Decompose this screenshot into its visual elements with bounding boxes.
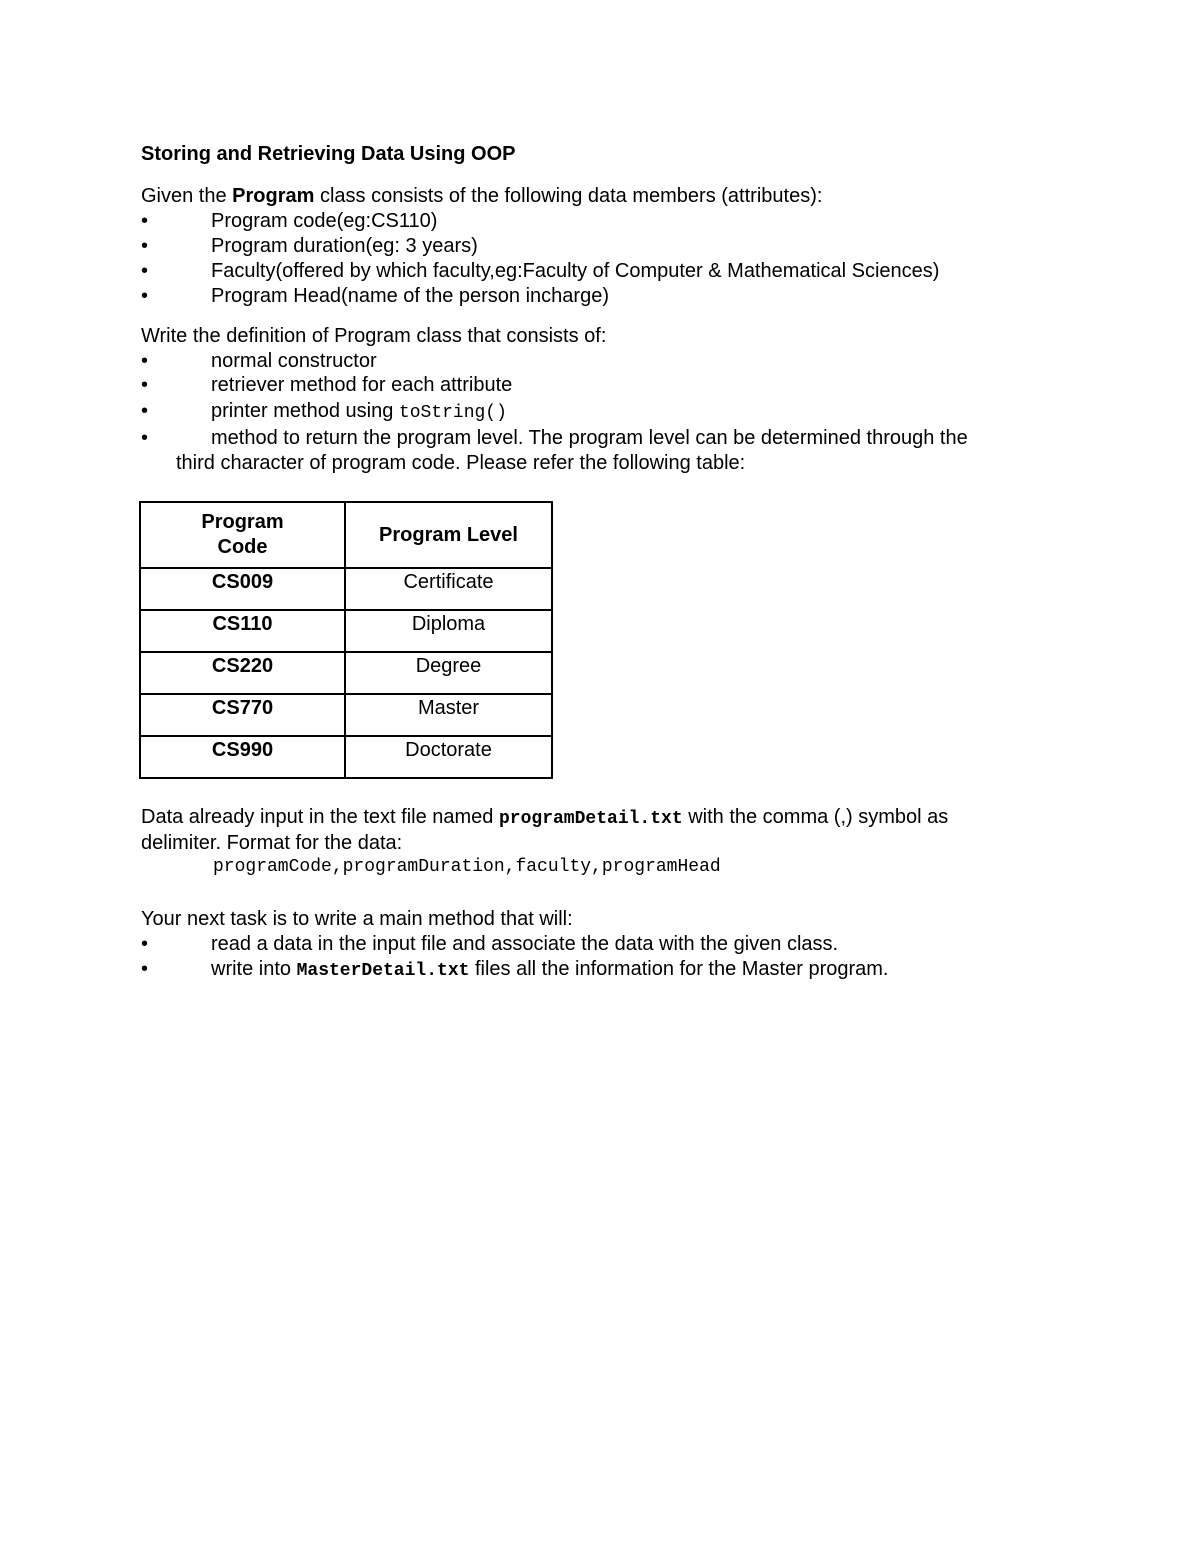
table-row xyxy=(140,694,552,736)
table-row xyxy=(140,736,552,778)
list-item xyxy=(211,399,507,425)
list-item-continuation: third character of program code. Please refer the following table: xyxy=(176,452,746,474)
list-item xyxy=(211,957,888,983)
list-item: Program code(eg:CS110) xyxy=(211,210,438,232)
cell-program-level: Degree xyxy=(345,652,552,694)
list-item: retriever method for each attribute xyxy=(211,374,513,396)
document-title: Storing and Retrieving Data Using OOP xyxy=(141,143,516,165)
cell-program-code: CS009 xyxy=(140,568,345,610)
definition-intro: Write the definition of Program class that consists of: xyxy=(141,325,607,347)
bullet-icon: • xyxy=(141,235,149,257)
bullet-icon: • xyxy=(141,285,149,307)
bullet-icon: • xyxy=(141,933,149,955)
input-filename: programDetail.txt xyxy=(499,809,683,829)
cell-program-level: Diploma xyxy=(345,610,552,652)
table-row xyxy=(140,610,552,652)
output-filename: MasterDetail.txt xyxy=(296,961,470,981)
cell-program-level: Doctorate xyxy=(345,736,552,778)
intro-class-name: Program xyxy=(232,185,315,207)
data-text-after: with the comma (,) symbol as xyxy=(682,806,949,828)
data-text-before: Data already input in the text file named xyxy=(141,806,499,828)
data-paragraph-line2: delimiter. Format for the data: xyxy=(141,832,403,854)
intro-text-before: Given the xyxy=(141,185,233,207)
list-item: Faculty(offered by which faculty,eg:Faculty of Computer & Mathematical Sciences) xyxy=(211,260,940,282)
header-code-line2: Code xyxy=(217,536,268,558)
data-paragraph-line1 xyxy=(141,805,948,831)
cell-program-code: CS770 xyxy=(140,694,345,736)
cell-program-code: CS220 xyxy=(140,652,345,694)
bullet-icon: • xyxy=(141,350,149,372)
header-program-code xyxy=(140,502,345,568)
table-row xyxy=(140,652,552,694)
intro-text-after: class consists of the following data members (attributes): xyxy=(314,185,823,207)
bullet-icon: • xyxy=(141,427,149,449)
table-header-row xyxy=(140,502,552,568)
list-item: method to return the program level. The program level can be determined through the xyxy=(211,427,968,449)
list-item-text: files all the information for the Master program. xyxy=(469,958,889,980)
header-program-level: Program Level xyxy=(345,502,552,568)
list-item: Program Head(name of the person incharge) xyxy=(211,285,609,307)
list-item: normal constructor xyxy=(211,350,377,372)
inline-code: toString() xyxy=(398,403,507,423)
list-item: read a data in the input file and associate the data with the given class. xyxy=(211,933,839,955)
list-item: Program duration(eg: 3 years) xyxy=(211,235,478,257)
list-item-text: write into xyxy=(211,958,297,980)
task-intro: Your next task is to write a main method that will: xyxy=(141,908,573,930)
cell-program-code: CS990 xyxy=(140,736,345,778)
bullet-icon: • xyxy=(141,374,149,396)
program-level-table xyxy=(139,501,553,779)
bullet-icon: • xyxy=(141,400,149,422)
bullet-icon: • xyxy=(141,260,149,282)
bullet-icon: • xyxy=(141,958,149,980)
header-code-line1: Program xyxy=(201,511,284,533)
cell-program-level: Master xyxy=(345,694,552,736)
table-row xyxy=(140,568,552,610)
list-item-text: printer method using xyxy=(211,400,399,422)
cell-program-level: Certificate xyxy=(345,568,552,610)
cell-program-code: CS110 xyxy=(140,610,345,652)
bullet-icon: • xyxy=(141,210,149,232)
data-format-code: programCode,programDuration,faculty,programHead xyxy=(213,857,721,877)
intro-paragraph xyxy=(141,184,822,208)
